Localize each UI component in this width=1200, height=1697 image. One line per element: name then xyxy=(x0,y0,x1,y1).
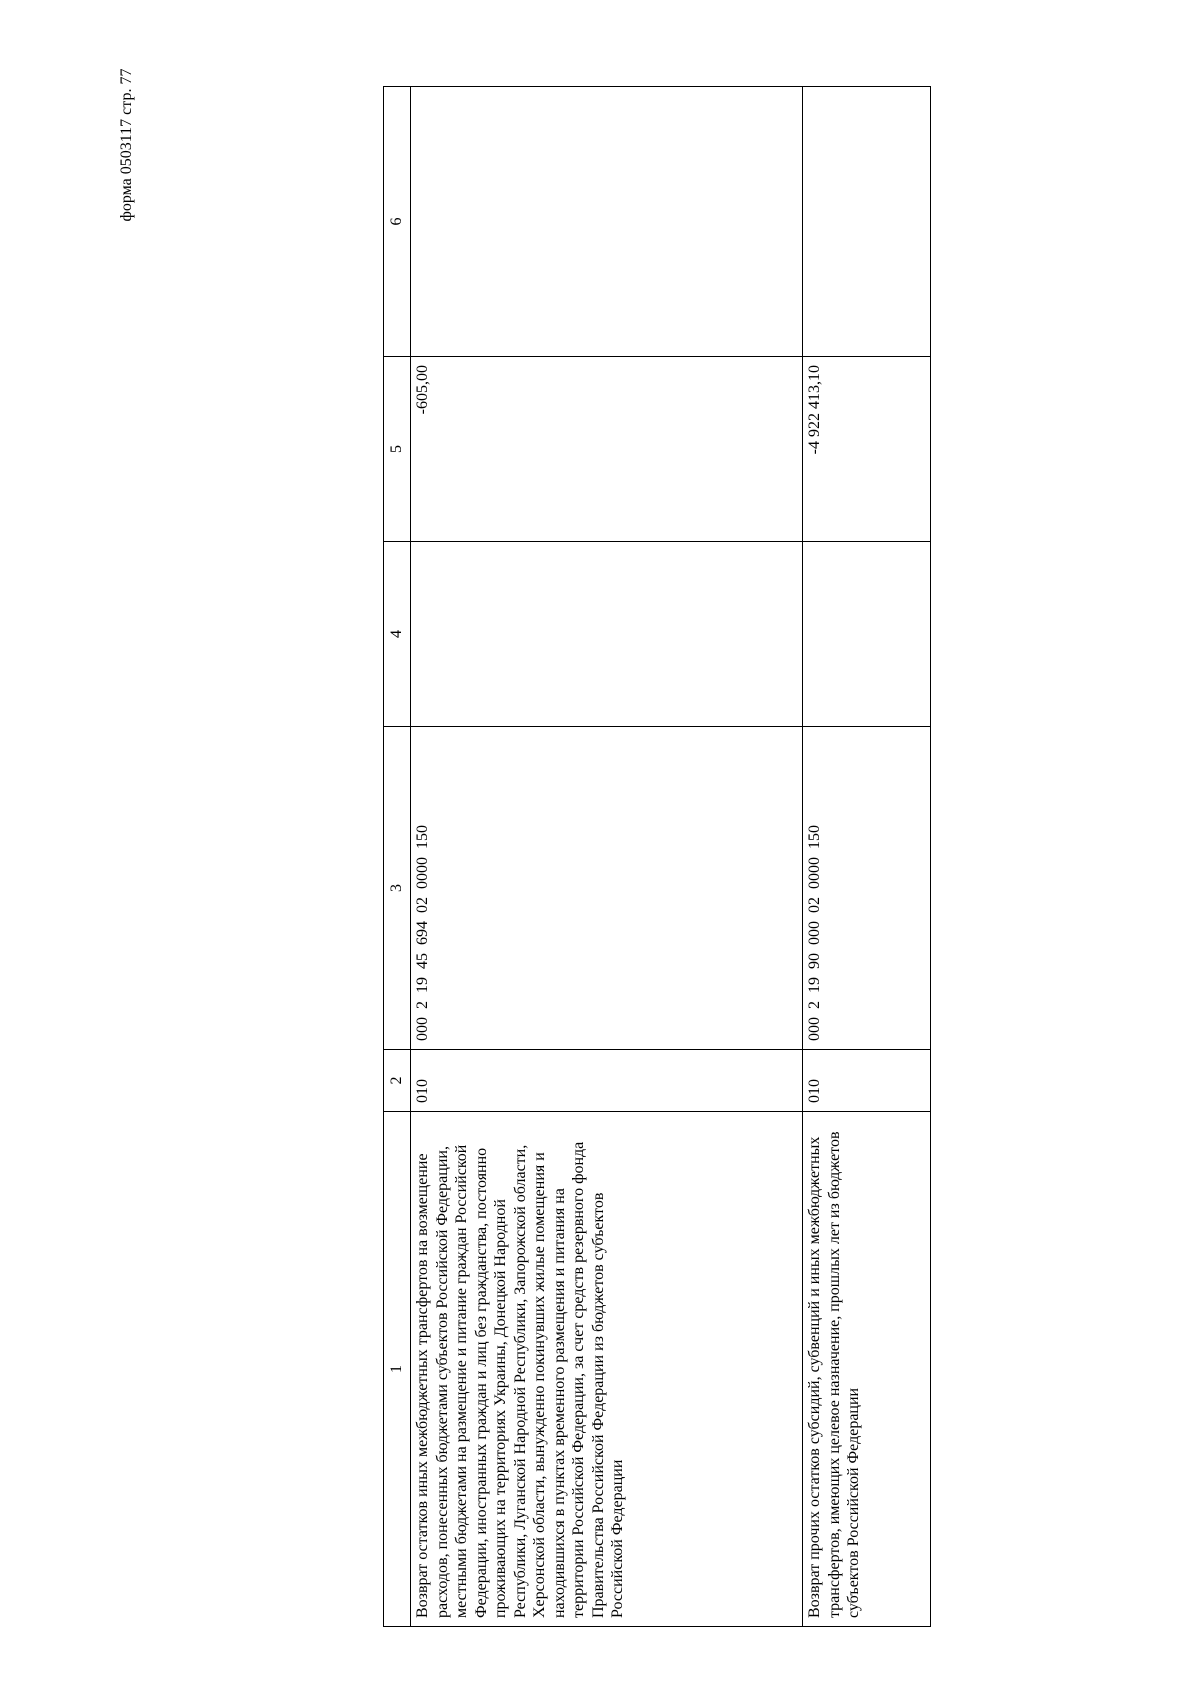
indicator-name: Возврат прочих остатков субсидий, субвенций и иных межбюджетных трансфертов, имеющих целевое назначение, прошлых лет из бюджетов субъектов Российской Федерации xyxy=(803,1112,931,1627)
column-number-1: 1 xyxy=(384,1112,411,1627)
approved-amount xyxy=(411,542,803,727)
column-number-4: 4 xyxy=(384,542,411,727)
report-table xyxy=(383,86,931,1627)
report-table-container xyxy=(383,87,931,1627)
executed-amount: -605,00 xyxy=(411,357,803,542)
indicator-name: Возврат остатков иных межбюджетных трансфертов на возмещение расходов, понесенных бюджетами субъектов Российской Федерации, местными бюджетами на размещение и питание граждан Российской Федерации, иностранных граждан и лиц без гражданства, постоянно проживающих на территориях Украины, Донецкой Народной Республики, Луганской Народной Республики, Запорожской области, Херсонской области, вынужденно покинувших жилые помещения и находившихся в пунктах временного размещения и питания на территории Российской Федерации, за счет средств резервного фонда Правительства Российской Федерации из бюджетов субъектов Российской Федерации xyxy=(411,1112,803,1627)
budget-classification-code: 000 2 19 90 000 02 0000 150 xyxy=(803,727,931,1050)
approved-amount xyxy=(803,542,931,727)
column-number-2: 2 xyxy=(384,1050,411,1112)
column-number-3: 3 xyxy=(384,727,411,1050)
line-code: 010 xyxy=(411,1050,803,1112)
unexecuted-amount xyxy=(803,87,931,357)
executed-amount: -4 922 413,10 xyxy=(803,357,931,542)
budget-classification-code: 000 2 19 45 694 02 0000 150 xyxy=(411,727,803,1050)
table-row xyxy=(411,87,803,1627)
column-number-5: 5 xyxy=(384,357,411,542)
column-number-6: 6 xyxy=(384,87,411,357)
unexecuted-amount xyxy=(411,87,803,357)
form-reference: форма 0503117 стр. 77 xyxy=(118,68,135,222)
table-row xyxy=(803,87,931,1627)
line-code: 010 xyxy=(803,1050,931,1112)
column-number-row xyxy=(384,87,411,1627)
